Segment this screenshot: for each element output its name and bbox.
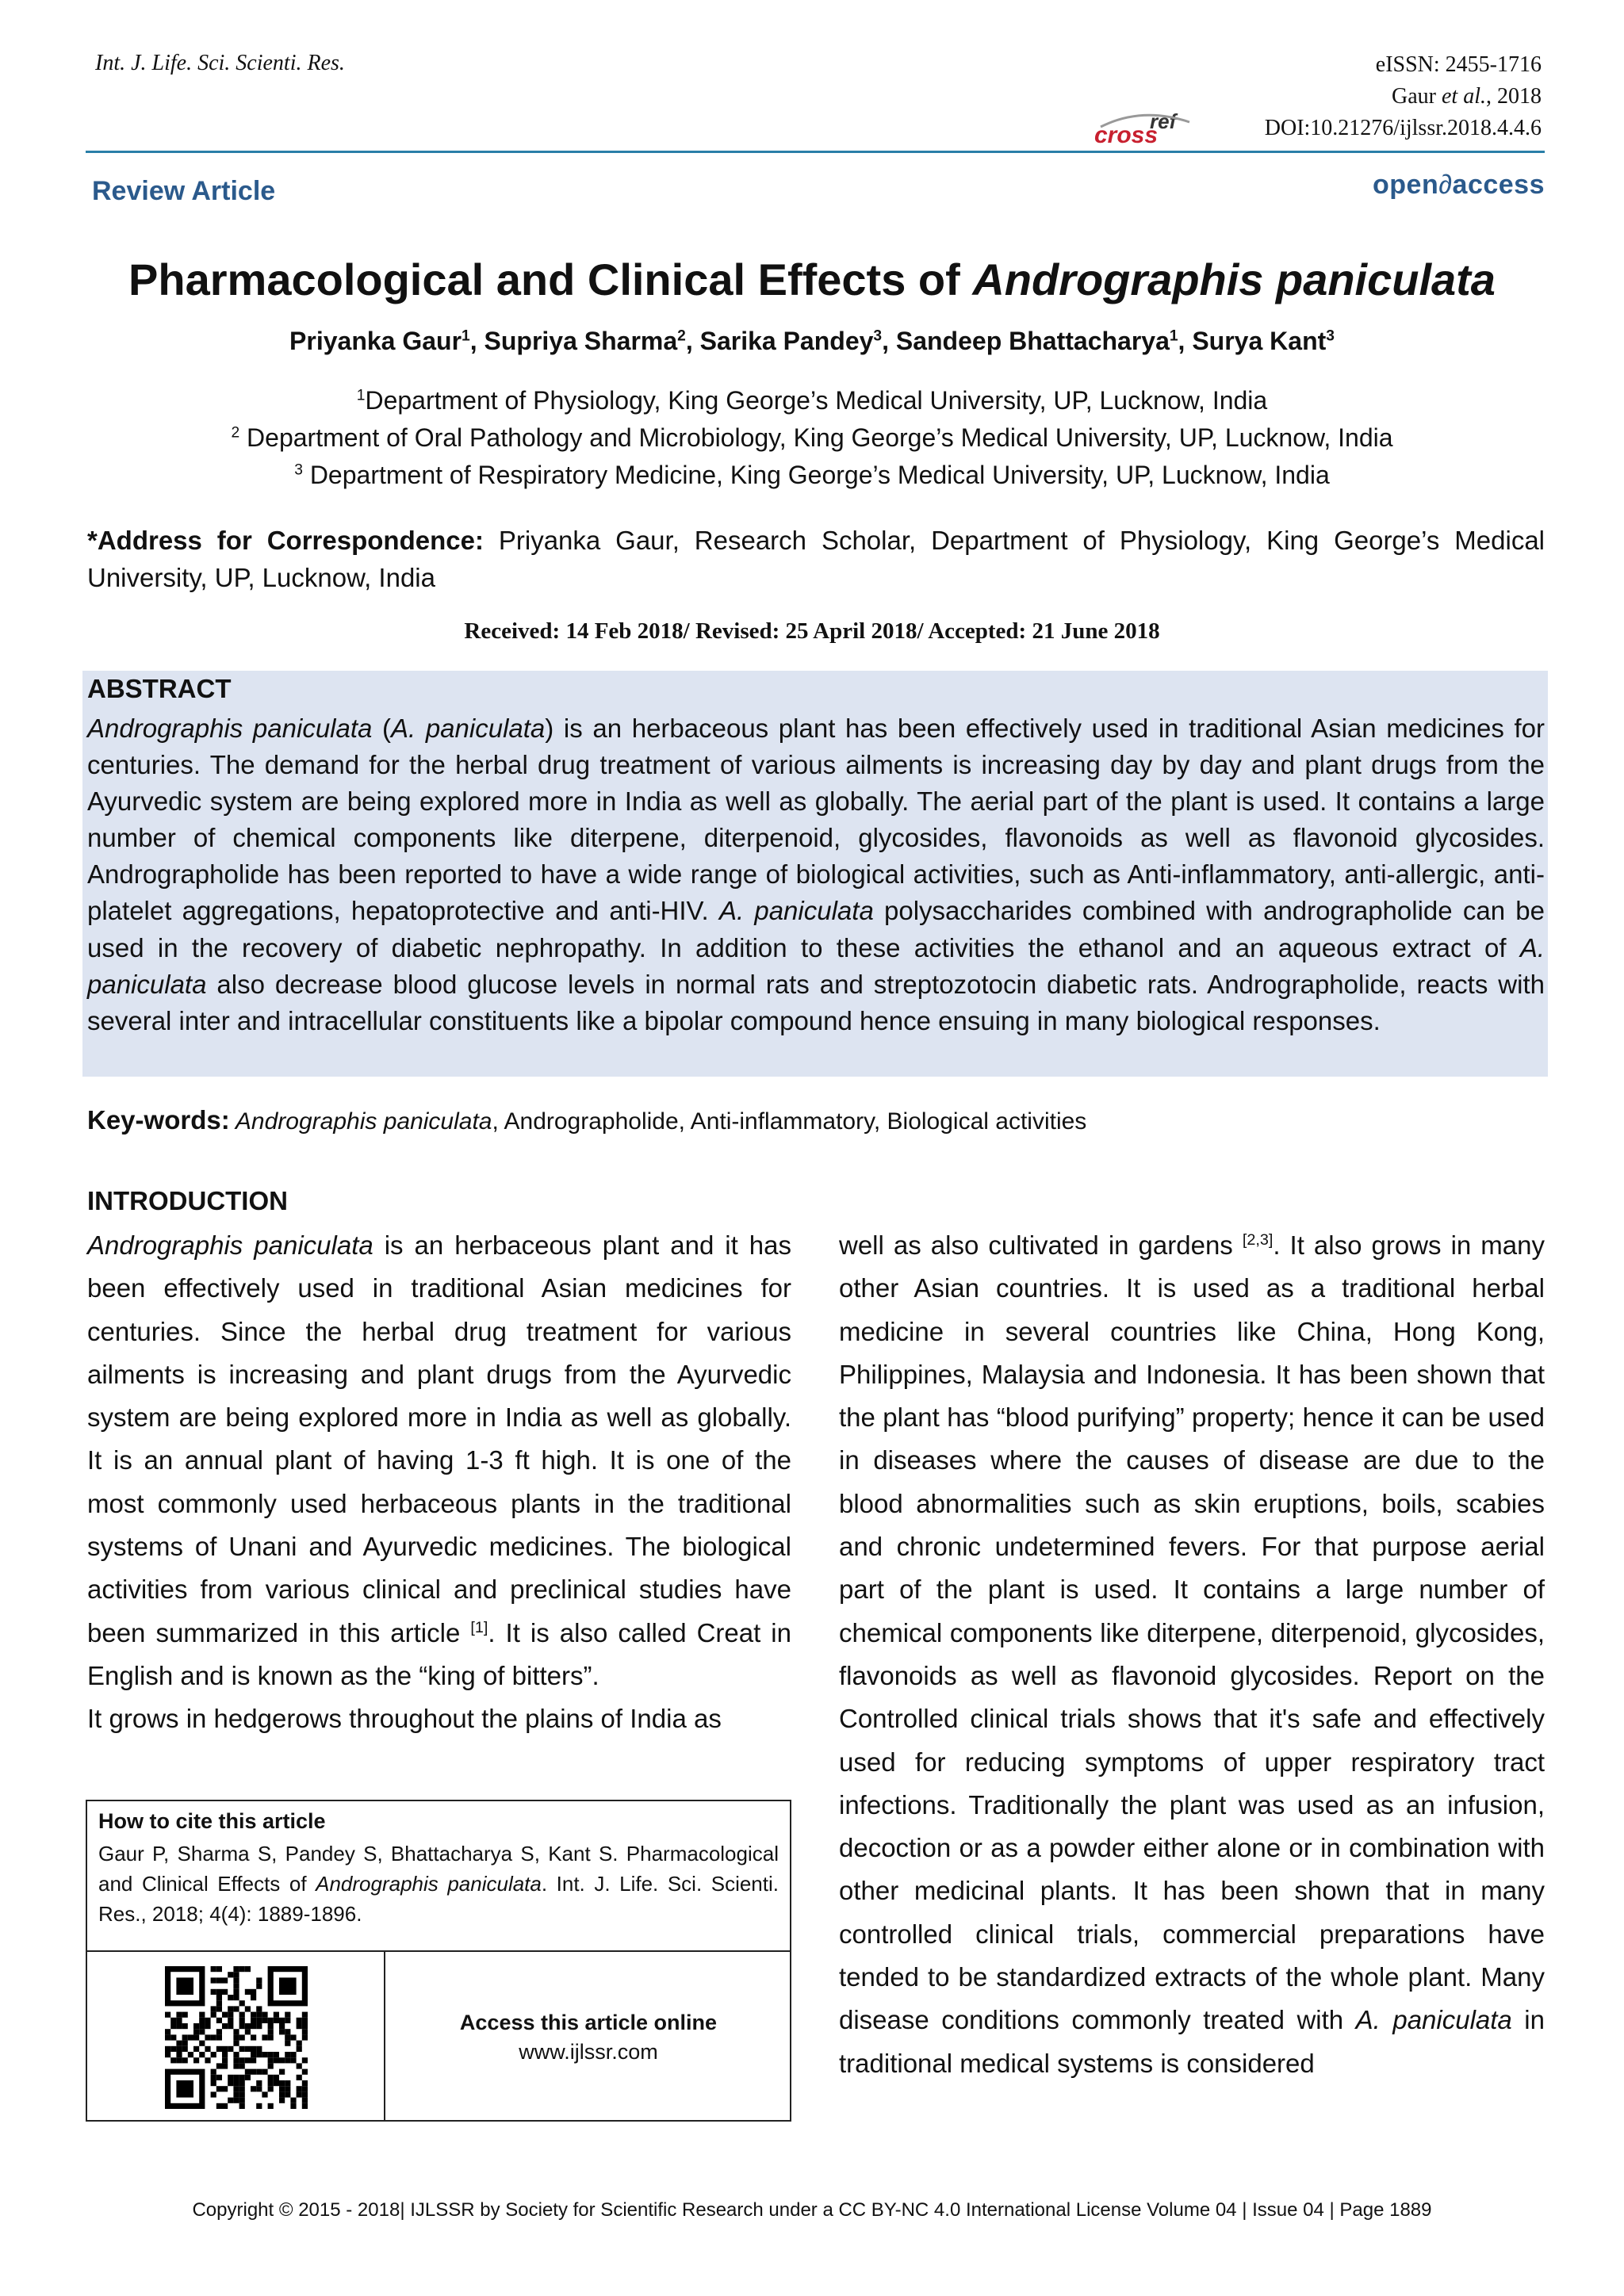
text-segment: Andrographis paniculata (87, 1230, 373, 1260)
intro-column-left (87, 1224, 791, 1741)
author-affiliation-mark: 1 (1169, 327, 1178, 345)
author-name: Supriya Sharma (484, 327, 678, 355)
text-segment: . Int. J. Life. Sci. Scienti. Res., 2018; 4(4): 1889-1896. (98, 1872, 779, 1926)
article-title: Pharmacological and Clinical Effects of Andrographis paniculata (128, 254, 1496, 304)
text-segment: A. paniculata (87, 932, 1545, 999)
text-segment: A. paniculata (391, 714, 546, 743)
header-rule (86, 151, 1545, 153)
doi[interactable]: DOI:10.21276/ijlssr.2018.4.4.6 (1264, 116, 1542, 140)
keywords-list (230, 1108, 1087, 1135)
text-segment: . It is also called Creat in English and is known as the “king of bitters”. (87, 1617, 791, 1690)
text-segment: Gaur P, Sharma S, Pandey S, Bhattacharya S, Kant S. Pharmacological and Clinical Effects of (98, 1842, 779, 1896)
cite-text (98, 1839, 779, 1929)
citation-ref[interactable]: [1] (470, 1618, 488, 1636)
page-footer: Copyright © 2015 - 2018| IJLSSR by Society for Scientific Research under a CC BY-NC 4.0 International License Volume 04 | Issue 04 | Page 1889 (192, 2199, 1432, 2221)
journal-name: Int. J. Life. Sci. Scienti. Res. (95, 51, 345, 75)
access-heading: Access this article online (459, 2011, 718, 2034)
author-name: Priyanka Gaur (289, 327, 462, 355)
text-segment: Andrographis paniculata (87, 714, 373, 743)
abstract-text (87, 710, 1545, 1039)
article-dates: Received: 14 Feb 2018/ Revised: 25 April 2018/ Accepted: 21 June 2018 (464, 618, 1160, 644)
author-list: Priyanka Gaur$^1$, Supriya Sharma$^2$, Sarika Pandey$^3$, Sandeep Bhattacharya$^1$, Surya Kant$^3$ (289, 327, 1335, 355)
text-segment: also decrease blood glucose levels in normal rats and streptozotocin diabetic rats. Andrographolide, reacts with several inter and intracellular constituents like a bipolar compound hence ensuing in many biological responses. (87, 969, 1545, 1035)
eissn: eISSN: 2455-1716 (1375, 52, 1542, 77)
article-type: Review Article (92, 176, 276, 206)
text-segment: Andrographis paniculata (316, 1872, 542, 1896)
keywords: Key-words: Andrographis paniculata, Andrographolide, Anti-inflammatory, Biological activities (87, 1105, 1087, 1135)
text-segment: ) is an herbaceous plant has been effectively used in traditional Asian medicines for centuries. The demand for the herbal drug treatment of various ailments is increasing day by day and plant drugs from the Ayurvedic system are being explored more in India as well as globally. The aerial part of the plant is used. It contains a large number of chemical components like diterpene, diterpenoid, glycosides, flavonoids as well as flavonoid glycosides. Andrographolide has been reported to have a wide range of biological activities, such as Anti-inflammatory, anti-allergic, anti-platelet aggregations, hepatoprotective and anti-HIV. (87, 714, 1545, 926)
affiliation-line: $^3$ Department of Respiratory Medicine, King George’s Medical University, UP, Lucknow, India (294, 461, 1330, 489)
crossref-logo-ref: ref (1150, 111, 1177, 133)
author-name: Sarika Pandey (699, 327, 874, 355)
text-segment: in traditional medical systems is considered (839, 2005, 1545, 2078)
intro-column-right (839, 1224, 1545, 2085)
citation-ref[interactable]: [2,3] (1242, 1231, 1274, 1249)
affiliations (0, 382, 1624, 494)
text-segment: . It also grows in many other Asian countries. It is used as a traditional herbal medicine in several countries like China, Hong Kong, Philippines, Malaysia and Indonesia. It has been shown that the plant has “blood purifying” property; hence it can be used in diseases where the causes of disease are due to the blood abnormalities such as skin eruptions, boils, scabies and chronic undetermined fevers. For that purpose aerial part of the plant is used. It contains a large number of chemical components like diterpene, diterpenoid, glycosides, flavonoids as well as flavonoid glycosides. Report on the Controlled clinical trials shows that it's safe and effectively used for reducing symptoms of upper respiratory tract infections. Traditionally the plant was used as an infusion, decoction or as a powder either alone or in combination with other medicinal plants. It has been shown that in many controlled clinical trials, commercial preparations have tended to be standardized extracts of the whole plant. Many disease conditions commonly treated with (839, 1230, 1545, 2035)
text-segment: ( (372, 714, 392, 743)
cite-heading: How to cite this article (98, 1809, 326, 1833)
text-segment: A. paniculata (1355, 2005, 1512, 2035)
crossref-logo-text: cross (1094, 122, 1159, 147)
correspondence: *Address for Correspondence: Priyanka Gaur, Research Scholar, Department of Physiology, King George’s Medical University, UP, Lucknow, India (87, 526, 1545, 592)
text-segment: polysaccharides combined with andrographolide can be used in the recovery of diabetic nephropathy. In addition to these activities the ethanol and an aqueous extract of (87, 896, 1545, 962)
author-affiliation-mark: 1 (462, 327, 470, 345)
qr-code-icon[interactable] (159, 1966, 314, 2109)
author-affiliation-mark: 2 (677, 327, 686, 345)
affiliation-line: $^2$ Department of Oral Pathology and Microbiology, King George’s Medical University, UP, Lucknow, India (231, 423, 1393, 452)
open-access-logo: open∂access (1373, 170, 1545, 200)
author-affiliation-mark: 3 (873, 327, 883, 345)
citation-short: Gaur et al., 2018 (1392, 84, 1542, 109)
text-segment: is an herbaceous plant and it has been effectively used in traditional Asian medicines for centuries. Since the herbal drug treatment for various ailments is increasing and plant drugs from the Ayurvedic system are being explored more in India as well as globally. It is an annual plant of having 1-3 ft high. It is one of the most commonly used herbaceous plants in the traditional systems of Unani and Ayurvedic medicines. The biological activities from various clinical and preclinical studies have been summarized in this article (87, 1230, 791, 1647)
access-url-link[interactable]: www.ijlssr.com (519, 2040, 658, 2064)
text-segment: Andrographis paniculata (229, 1108, 492, 1135)
crossref-logo (1094, 111, 1209, 147)
cite-box-top (87, 1801, 790, 1952)
text-segment: , Andrographolide, Anti-inflammatory, Biological activities (492, 1108, 1087, 1135)
introduction-heading: INTRODUCTION (87, 1186, 288, 1215)
text-segment: well as also cultivated in gardens (839, 1230, 1243, 1260)
text-segment: A. paniculata (718, 896, 874, 926)
author-name: Surya Kant (1192, 327, 1327, 355)
abstract-heading: ABSTRACT (87, 674, 232, 703)
cite-box (86, 1800, 791, 2122)
author-name: Sandeep Bhattacharya (895, 327, 1170, 355)
author-affiliation-mark: 3 (1326, 327, 1335, 345)
text-segment: It grows in hedgerows throughout the plains of India as (87, 1704, 722, 1734)
affiliation-line: $^1$Department of Physiology, King George’s Medical University, UP, Lucknow, India (356, 386, 1268, 415)
access-online (385, 1988, 791, 2064)
